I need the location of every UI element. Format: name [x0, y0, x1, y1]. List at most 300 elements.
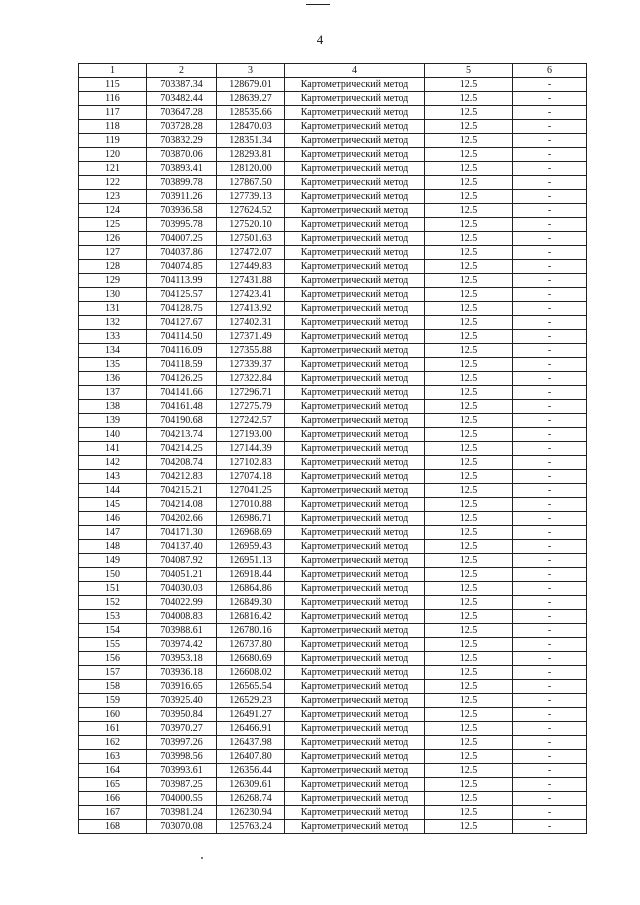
x-coordinate-cell: 703950.84	[147, 708, 217, 722]
x-coordinate-cell: 703974.42	[147, 638, 217, 652]
y-coordinate-cell: 126608.02	[217, 666, 285, 680]
table-row	[79, 596, 587, 610]
x-coordinate-cell: 703070.08	[147, 820, 217, 834]
table-row	[79, 624, 587, 638]
method-cell: Картометрический метод	[285, 232, 425, 246]
table-row	[79, 792, 587, 806]
point-number-cell: 153	[79, 610, 147, 624]
x-coordinate-cell: 704007.25	[147, 232, 217, 246]
x-coordinate-cell: 703832.29	[147, 134, 217, 148]
y-coordinate-cell: 128639.27	[217, 92, 285, 106]
y-coordinate-cell: 127010.88	[217, 498, 285, 512]
point-number-cell: 119	[79, 134, 147, 148]
note-cell: -	[513, 498, 587, 512]
y-coordinate-cell: 127739.13	[217, 190, 285, 204]
table-row	[79, 666, 587, 680]
accuracy-cell: 12.5	[425, 358, 513, 372]
method-cell: Картометрический метод	[285, 820, 425, 834]
y-coordinate-cell: 128679.01	[217, 78, 285, 92]
y-coordinate-cell: 128120.00	[217, 162, 285, 176]
header-cell: 5	[425, 64, 513, 78]
y-coordinate-cell: 127867.50	[217, 176, 285, 190]
table-row	[79, 358, 587, 372]
y-coordinate-cell: 127275.79	[217, 400, 285, 414]
y-coordinate-cell: 127144.39	[217, 442, 285, 456]
table-row	[79, 498, 587, 512]
method-cell: Картометрический метод	[285, 456, 425, 470]
note-cell: -	[513, 386, 587, 400]
y-coordinate-cell: 127413.92	[217, 302, 285, 316]
note-cell: -	[513, 820, 587, 834]
y-coordinate-cell: 127624.52	[217, 204, 285, 218]
method-cell: Картометрический метод	[285, 792, 425, 806]
table-row	[79, 316, 587, 330]
accuracy-cell: 12.5	[425, 78, 513, 92]
table-row	[79, 484, 587, 498]
table-row	[79, 372, 587, 386]
note-cell: -	[513, 540, 587, 554]
y-coordinate-cell: 126951.13	[217, 554, 285, 568]
table-row	[79, 78, 587, 92]
y-coordinate-cell: 125763.24	[217, 820, 285, 834]
point-number-cell: 123	[79, 190, 147, 204]
y-coordinate-cell: 128293.81	[217, 148, 285, 162]
accuracy-cell: 12.5	[425, 792, 513, 806]
accuracy-cell: 12.5	[425, 638, 513, 652]
point-number-cell: 142	[79, 456, 147, 470]
x-coordinate-cell: 704202.66	[147, 512, 217, 526]
accuracy-cell: 12.5	[425, 498, 513, 512]
accuracy-cell: 12.5	[425, 344, 513, 358]
y-coordinate-cell: 126230.94	[217, 806, 285, 820]
note-cell: -	[513, 610, 587, 624]
note-cell: -	[513, 176, 587, 190]
point-number-cell: 149	[79, 554, 147, 568]
accuracy-cell: 12.5	[425, 456, 513, 470]
table-row	[79, 260, 587, 274]
table-row	[79, 652, 587, 666]
method-cell: Картометрический метод	[285, 582, 425, 596]
method-cell: Картометрический метод	[285, 372, 425, 386]
point-number-cell: 147	[79, 526, 147, 540]
accuracy-cell: 12.5	[425, 316, 513, 330]
note-cell: -	[513, 708, 587, 722]
method-cell: Картометрический метод	[285, 92, 425, 106]
x-coordinate-cell: 703899.78	[147, 176, 217, 190]
table-row	[79, 400, 587, 414]
note-cell: -	[513, 274, 587, 288]
header-row	[79, 64, 587, 78]
accuracy-cell: 12.5	[425, 260, 513, 274]
method-cell: Картометрический метод	[285, 260, 425, 274]
accuracy-cell: 12.5	[425, 470, 513, 484]
table-row	[79, 106, 587, 120]
point-number-cell: 134	[79, 344, 147, 358]
y-coordinate-cell: 126816.42	[217, 610, 285, 624]
point-number-cell: 126	[79, 232, 147, 246]
method-cell: Картометрический метод	[285, 610, 425, 624]
method-cell: Картометрический метод	[285, 442, 425, 456]
method-cell: Картометрический метод	[285, 568, 425, 582]
method-cell: Картометрический метод	[285, 680, 425, 694]
accuracy-cell: 12.5	[425, 92, 513, 106]
y-coordinate-cell: 126309.61	[217, 778, 285, 792]
note-cell: -	[513, 736, 587, 750]
accuracy-cell: 12.5	[425, 386, 513, 400]
note-cell: -	[513, 582, 587, 596]
header-cell: 4	[285, 64, 425, 78]
accuracy-cell: 12.5	[425, 722, 513, 736]
point-number-cell: 120	[79, 148, 147, 162]
note-cell: -	[513, 484, 587, 498]
x-coordinate-cell: 704161.48	[147, 400, 217, 414]
x-coordinate-cell: 703728.28	[147, 120, 217, 134]
accuracy-cell: 12.5	[425, 666, 513, 680]
x-coordinate-cell: 704114.50	[147, 330, 217, 344]
x-coordinate-cell: 704051.21	[147, 568, 217, 582]
page-number: 4	[316, 32, 324, 47]
table-row	[79, 568, 587, 582]
method-cell: Картометрический метод	[285, 428, 425, 442]
note-cell: -	[513, 344, 587, 358]
method-cell: Картометрический метод	[285, 246, 425, 260]
method-cell: Картометрический метод	[285, 596, 425, 610]
method-cell: Картометрический метод	[285, 554, 425, 568]
y-coordinate-cell: 127242.57	[217, 414, 285, 428]
note-cell: -	[513, 666, 587, 680]
note-cell: -	[513, 330, 587, 344]
point-number-cell: 146	[79, 512, 147, 526]
y-coordinate-cell: 127449.83	[217, 260, 285, 274]
accuracy-cell: 12.5	[425, 428, 513, 442]
x-coordinate-cell: 704214.25	[147, 442, 217, 456]
point-number-cell: 148	[79, 540, 147, 554]
accuracy-cell: 12.5	[425, 694, 513, 708]
accuracy-cell: 12.5	[425, 568, 513, 582]
point-number-cell: 135	[79, 358, 147, 372]
table-row	[79, 330, 587, 344]
x-coordinate-cell: 704022.99	[147, 596, 217, 610]
y-coordinate-cell: 127501.63	[217, 232, 285, 246]
point-number-cell: 158	[79, 680, 147, 694]
table-row	[79, 708, 587, 722]
x-coordinate-cell: 703870.06	[147, 148, 217, 162]
point-number-cell: 145	[79, 498, 147, 512]
y-coordinate-cell: 127339.37	[217, 358, 285, 372]
point-number-cell: 159	[79, 694, 147, 708]
y-coordinate-cell: 126959.43	[217, 540, 285, 554]
x-coordinate-cell: 704087.92	[147, 554, 217, 568]
accuracy-cell: 12.5	[425, 414, 513, 428]
note-cell: -	[513, 134, 587, 148]
point-number-cell: 127	[79, 246, 147, 260]
y-coordinate-cell: 127041.25	[217, 484, 285, 498]
note-cell: -	[513, 260, 587, 274]
accuracy-cell: 12.5	[425, 232, 513, 246]
y-coordinate-cell: 126737.80	[217, 638, 285, 652]
y-coordinate-cell: 127431.88	[217, 274, 285, 288]
method-cell: Картометрический метод	[285, 148, 425, 162]
table-row	[79, 554, 587, 568]
accuracy-cell: 12.5	[425, 554, 513, 568]
x-coordinate-cell: 703387.34	[147, 78, 217, 92]
accuracy-cell: 12.5	[425, 820, 513, 834]
accuracy-cell: 12.5	[425, 512, 513, 526]
note-cell: -	[513, 596, 587, 610]
point-number-cell: 122	[79, 176, 147, 190]
method-cell: Картометрический метод	[285, 400, 425, 414]
method-cell: Картометрический метод	[285, 512, 425, 526]
method-cell: Картометрический метод	[285, 106, 425, 120]
scan-mark	[201, 857, 203, 859]
note-cell: -	[513, 316, 587, 330]
x-coordinate-cell: 704215.21	[147, 484, 217, 498]
table-row	[79, 736, 587, 750]
accuracy-cell: 12.5	[425, 372, 513, 386]
table-row	[79, 456, 587, 470]
point-number-cell: 165	[79, 778, 147, 792]
x-coordinate-cell: 704128.75	[147, 302, 217, 316]
table-row	[79, 526, 587, 540]
point-number-cell: 150	[79, 568, 147, 582]
table-row	[79, 274, 587, 288]
table-row	[79, 386, 587, 400]
accuracy-cell: 12.5	[425, 134, 513, 148]
method-cell: Картометрический метод	[285, 694, 425, 708]
y-coordinate-cell: 127472.07	[217, 246, 285, 260]
note-cell: -	[513, 638, 587, 652]
table-row	[79, 204, 587, 218]
point-number-cell: 168	[79, 820, 147, 834]
point-number-cell: 152	[79, 596, 147, 610]
y-coordinate-cell: 128470.03	[217, 120, 285, 134]
point-number-cell: 124	[79, 204, 147, 218]
table-row	[79, 92, 587, 106]
point-number-cell: 129	[79, 274, 147, 288]
table-row	[79, 540, 587, 554]
note-cell: -	[513, 106, 587, 120]
method-cell: Картометрический метод	[285, 722, 425, 736]
accuracy-cell: 12.5	[425, 582, 513, 596]
y-coordinate-cell: 127520.10	[217, 218, 285, 232]
accuracy-cell: 12.5	[425, 806, 513, 820]
coordinates-table	[78, 63, 587, 834]
y-coordinate-cell: 126680.69	[217, 652, 285, 666]
note-cell: -	[513, 92, 587, 106]
method-cell: Картометрический метод	[285, 638, 425, 652]
table-row	[79, 218, 587, 232]
y-coordinate-cell: 126864.86	[217, 582, 285, 596]
note-cell: -	[513, 526, 587, 540]
accuracy-cell: 12.5	[425, 330, 513, 344]
x-coordinate-cell: 704037.86	[147, 246, 217, 260]
x-coordinate-cell: 703993.61	[147, 764, 217, 778]
x-coordinate-cell: 704000.55	[147, 792, 217, 806]
x-coordinate-cell: 704008.83	[147, 610, 217, 624]
note-cell: -	[513, 624, 587, 638]
point-number-cell: 144	[79, 484, 147, 498]
note-cell: -	[513, 162, 587, 176]
table-body	[79, 78, 587, 834]
method-cell: Картометрический метод	[285, 288, 425, 302]
note-cell: -	[513, 218, 587, 232]
method-cell: Картометрический метод	[285, 120, 425, 134]
note-cell: -	[513, 456, 587, 470]
method-cell: Картометрический метод	[285, 176, 425, 190]
x-coordinate-cell: 704118.59	[147, 358, 217, 372]
x-coordinate-cell: 703981.24	[147, 806, 217, 820]
table-row	[79, 162, 587, 176]
point-number-cell: 121	[79, 162, 147, 176]
note-cell: -	[513, 680, 587, 694]
method-cell: Картометрический метод	[285, 302, 425, 316]
point-number-cell: 157	[79, 666, 147, 680]
point-number-cell: 141	[79, 442, 147, 456]
method-cell: Картометрический метод	[285, 162, 425, 176]
method-cell: Картометрический метод	[285, 764, 425, 778]
table-row	[79, 288, 587, 302]
note-cell: -	[513, 246, 587, 260]
accuracy-cell: 12.5	[425, 778, 513, 792]
note-cell: -	[513, 470, 587, 484]
note-cell: -	[513, 120, 587, 134]
point-number-cell: 139	[79, 414, 147, 428]
y-coordinate-cell: 126407.80	[217, 750, 285, 764]
table-row	[79, 638, 587, 652]
accuracy-cell: 12.5	[425, 274, 513, 288]
accuracy-cell: 12.5	[425, 652, 513, 666]
x-coordinate-cell: 704190.68	[147, 414, 217, 428]
method-cell: Картометрический метод	[285, 470, 425, 484]
y-coordinate-cell: 126356.44	[217, 764, 285, 778]
table-row	[79, 442, 587, 456]
method-cell: Картометрический метод	[285, 358, 425, 372]
accuracy-cell: 12.5	[425, 624, 513, 638]
x-coordinate-cell: 703647.28	[147, 106, 217, 120]
y-coordinate-cell: 126565.54	[217, 680, 285, 694]
y-coordinate-cell: 127193.00	[217, 428, 285, 442]
point-number-cell: 160	[79, 708, 147, 722]
point-number-cell: 151	[79, 582, 147, 596]
y-coordinate-cell: 127074.18	[217, 470, 285, 484]
point-number-cell: 163	[79, 750, 147, 764]
note-cell: -	[513, 302, 587, 316]
y-coordinate-cell: 126491.27	[217, 708, 285, 722]
method-cell: Картометрический метод	[285, 218, 425, 232]
accuracy-cell: 12.5	[425, 610, 513, 624]
method-cell: Картометрический метод	[285, 666, 425, 680]
point-number-cell: 128	[79, 260, 147, 274]
x-coordinate-cell: 704074.85	[147, 260, 217, 274]
point-number-cell: 116	[79, 92, 147, 106]
x-coordinate-cell: 704113.99	[147, 274, 217, 288]
method-cell: Картометрический метод	[285, 386, 425, 400]
note-cell: -	[513, 400, 587, 414]
table-row	[79, 344, 587, 358]
y-coordinate-cell: 127102.83	[217, 456, 285, 470]
y-coordinate-cell: 126268.74	[217, 792, 285, 806]
accuracy-cell: 12.5	[425, 106, 513, 120]
point-number-cell: 164	[79, 764, 147, 778]
x-coordinate-cell: 704141.66	[147, 386, 217, 400]
y-coordinate-cell: 126780.16	[217, 624, 285, 638]
y-coordinate-cell: 127423.41	[217, 288, 285, 302]
accuracy-cell: 12.5	[425, 484, 513, 498]
note-cell: -	[513, 568, 587, 582]
note-cell: -	[513, 554, 587, 568]
table-row	[79, 246, 587, 260]
point-number-cell: 115	[79, 78, 147, 92]
note-cell: -	[513, 190, 587, 204]
header-cell: 3	[217, 64, 285, 78]
note-cell: -	[513, 778, 587, 792]
point-number-cell: 118	[79, 120, 147, 134]
table-row	[79, 232, 587, 246]
x-coordinate-cell: 703987.25	[147, 778, 217, 792]
method-cell: Картометрический метод	[285, 414, 425, 428]
point-number-cell: 137	[79, 386, 147, 400]
x-coordinate-cell: 704208.74	[147, 456, 217, 470]
table-row	[79, 148, 587, 162]
point-number-cell: 136	[79, 372, 147, 386]
table-row	[79, 750, 587, 764]
method-cell: Картометрический метод	[285, 526, 425, 540]
table-row	[79, 722, 587, 736]
x-coordinate-cell: 703970.27	[147, 722, 217, 736]
method-cell: Картометрический метод	[285, 190, 425, 204]
table-row	[79, 512, 587, 526]
method-cell: Картометрический метод	[285, 778, 425, 792]
note-cell: -	[513, 694, 587, 708]
method-cell: Картометрический метод	[285, 344, 425, 358]
note-cell: -	[513, 806, 587, 820]
x-coordinate-cell: 703936.18	[147, 666, 217, 680]
note-cell: -	[513, 204, 587, 218]
note-cell: -	[513, 764, 587, 778]
table-row	[79, 694, 587, 708]
note-cell: -	[513, 750, 587, 764]
accuracy-cell: 12.5	[425, 302, 513, 316]
point-number-cell: 117	[79, 106, 147, 120]
point-number-cell: 143	[79, 470, 147, 484]
x-coordinate-cell: 703936.58	[147, 204, 217, 218]
note-cell: -	[513, 722, 587, 736]
note-cell: -	[513, 372, 587, 386]
point-number-cell: 125	[79, 218, 147, 232]
point-number-cell: 130	[79, 288, 147, 302]
point-number-cell: 131	[79, 302, 147, 316]
method-cell: Картометрический метод	[285, 330, 425, 344]
method-cell: Картометрический метод	[285, 78, 425, 92]
point-number-cell: 140	[79, 428, 147, 442]
y-coordinate-cell: 127322.84	[217, 372, 285, 386]
method-cell: Картометрический метод	[285, 540, 425, 554]
method-cell: Картометрический метод	[285, 134, 425, 148]
method-cell: Картометрический метод	[285, 484, 425, 498]
table-row	[79, 680, 587, 694]
accuracy-cell: 12.5	[425, 680, 513, 694]
x-coordinate-cell: 703916.65	[147, 680, 217, 694]
method-cell: Картометрический метод	[285, 274, 425, 288]
table-row	[79, 610, 587, 624]
note-cell: -	[513, 78, 587, 92]
accuracy-cell: 12.5	[425, 540, 513, 554]
table-row	[79, 134, 587, 148]
y-coordinate-cell: 126466.91	[217, 722, 285, 736]
x-coordinate-cell: 703988.61	[147, 624, 217, 638]
x-coordinate-cell: 703911.26	[147, 190, 217, 204]
accuracy-cell: 12.5	[425, 190, 513, 204]
